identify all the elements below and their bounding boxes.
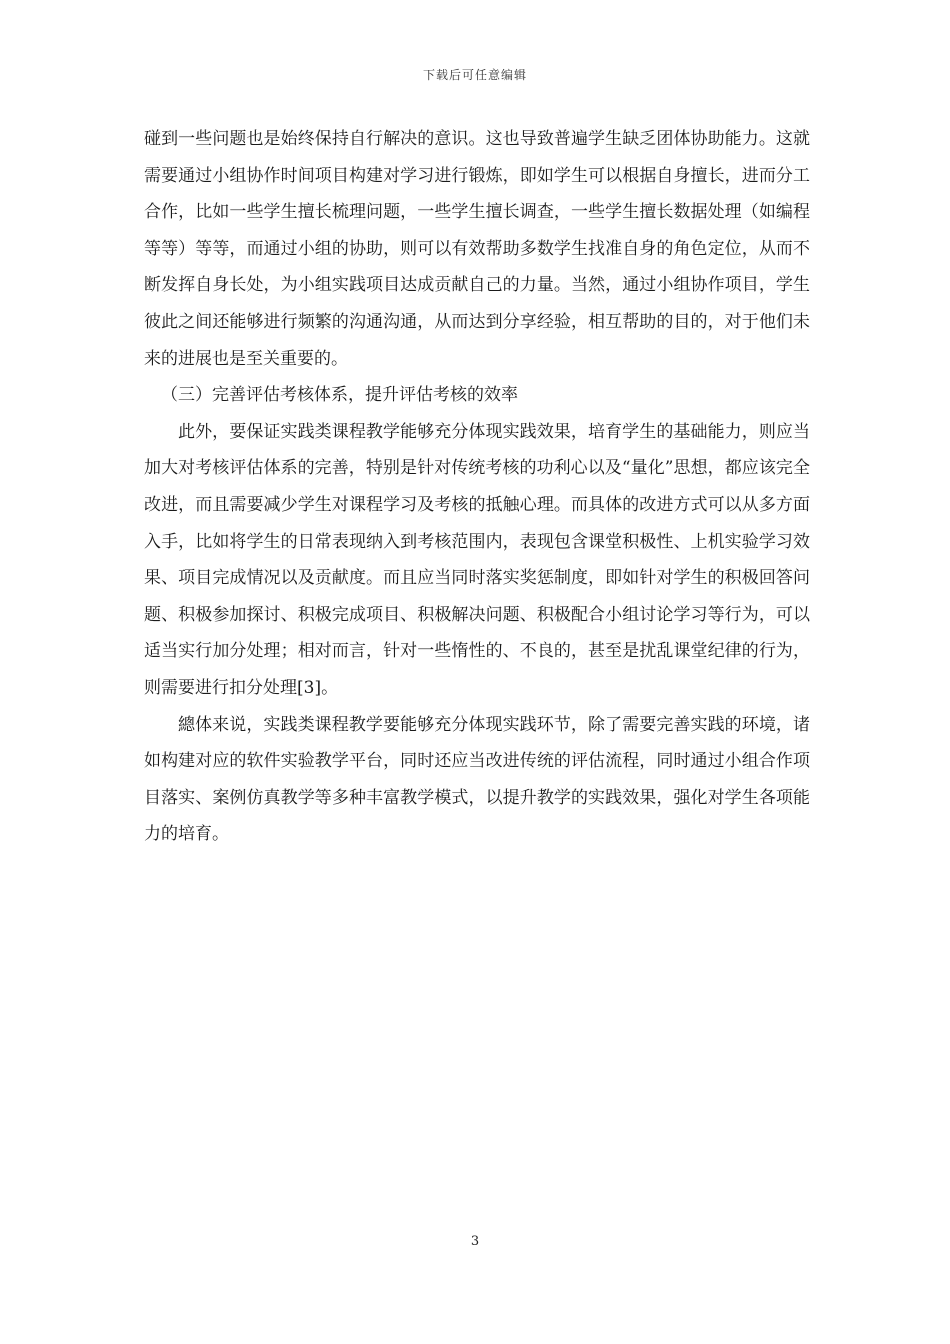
paragraph-continuation: 碰到一些问题也是始终保持自行解决的意识。这也导致普遍学生缺乏团体协助能力。这就需要通过小组协作时间项目构建对学习进行锻炼，即如学生可以根据自身擅长，进而分工合作，比如一些学生擅长梳理问题，一些学生擅长调查，一些学生擅长数据处理（如编程等等）等等，而通过小组的协助，则可以有效帮助多数学生找准自身的角色定位，从而不断发挥自身长处，为小组实践项目达成贡献自己的力量。当然，通过小组协作项目，学生彼此之间还能够进行频繁的沟通沟通，从而达到分享经验，相互帮助的目的，对于他们未来的进展也是至关重要的。 <box>144 129 810 369</box>
paragraph-assessment: 此外，要保证实践类课程教学能够充分体现实践效果，培育学生的基础能力，则应当加大对考核评估体系的完善，特别是针对传统考核的功利心以及“量化”思想，都应该完全改进，而且需要减少学生对课程学习及考核的抵触心理。而具体的改进方式可以从多方面入手，比如将学生的日常表现纳入到考核范围内，表现包含课堂积极性、上机实验学习效果、项目完成情况以及贡献度。而且应当同时落实奖惩制度，即如针对学生的积极回答问题、积极参加探讨、积极完成项目、积极解决问题、积极配合小组讨论学习等行为，可以适当实行加分处理；相对而言，针对一些惰性的、不良的，甚至是扰乱课堂纪律的行为，则需要进行扣分处理[3]。 <box>144 421 810 698</box>
page-header: 下载后可任意编辑 <box>422 68 527 82</box>
paragraph-summary: 總体来说，实践类课程教学要能够充分体现实践环节，除了需要完善实践的环境，诸如构建对应的软件实验教学平台，同时还应当改进传统的评估流程，同时通过小组合作项目落实、案例仿真教学等多种丰富教学模式，以提升教学的实践效果，强化对学生各项能力的培育。 <box>144 714 810 845</box>
section-heading: （三）完善评估考核体系，提升评估考核的效率 <box>161 385 518 406</box>
page-number: 3 <box>470 1234 480 1249</box>
body-text <box>144 121 810 853</box>
